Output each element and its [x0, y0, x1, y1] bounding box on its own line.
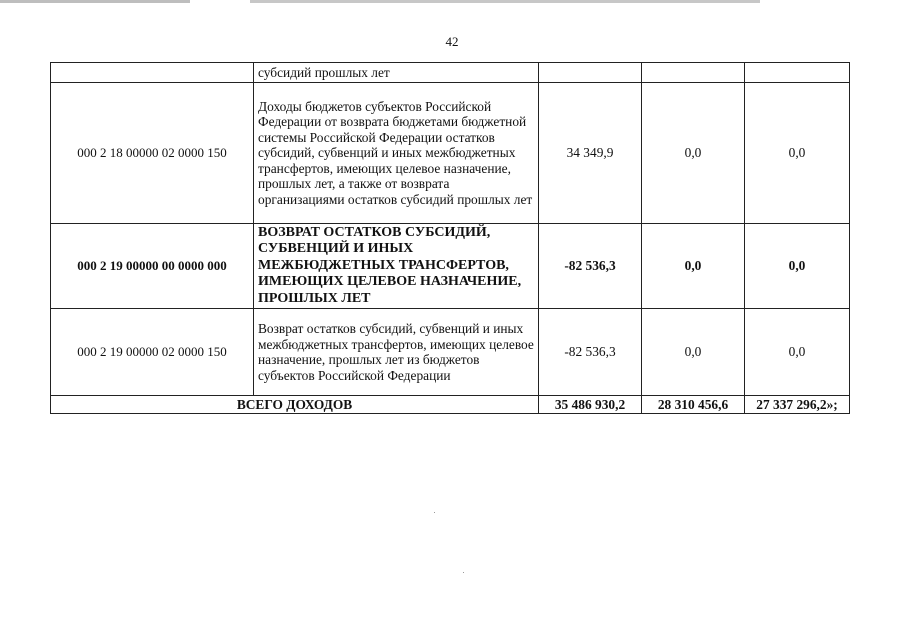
revenue-table: [50, 62, 850, 414]
amount-cell-year1: [539, 63, 642, 83]
amount-cell-year2: 0,0: [642, 309, 745, 396]
revenue-name-cell: субсидий прошлых лет: [254, 63, 539, 83]
amount-cell-year1: -82 536,3: [539, 309, 642, 396]
amount-cell-year2: [642, 63, 745, 83]
total-row: [51, 396, 850, 414]
total-amount-year2: 28 310 456,6: [642, 396, 745, 414]
table-row: [51, 63, 850, 83]
budget-code-cell: 000 2 18 00000 02 0000 150: [51, 83, 254, 224]
total-amount-year1: 35 486 930,2: [539, 396, 642, 414]
amount-cell-year3: [745, 63, 850, 83]
total-label: ВСЕГО ДОХОДОВ: [51, 396, 539, 414]
page-number: 42: [445, 34, 459, 49]
scan-speck: [434, 512, 435, 513]
amount-cell-year1: -82 536,3: [539, 224, 642, 309]
amount-cell-year2: 0,0: [642, 83, 745, 224]
revenue-name-cell: Доходы бюджетов субъектов Российской Федерации от возврата бюджетами бюджетной системы Российской Федерации остатков субсидий, субвенций и иных межбюджетных трансфертов, имеющих целевое назначение, прошлых лет, а также от возврата организациями остатков субсидий прошлых лет: [254, 83, 539, 224]
budget-code-cell: 000 2 19 00000 02 0000 150: [51, 309, 254, 396]
amount-cell-year1: 34 349,9: [539, 83, 642, 224]
total-amount-year3: 27 337 296,2»;: [745, 396, 850, 414]
scan-top-edge: [0, 0, 904, 3]
budget-code-cell: [51, 63, 254, 83]
table-row: [51, 224, 850, 309]
revenue-name-cell: ВОЗВРАТ ОСТАТКОВ СУБСИДИЙ, СУБВЕНЦИЙ И ИНЫХ МЕЖБЮДЖЕТНЫХ ТРАНСФЕРТОВ, ИМЕЮЩИХ ЦЕЛЕВОЕ НАЗНАЧЕНИЕ, ПРОШЛЫХ ЛЕТ: [254, 224, 539, 309]
amount-cell-year3: 0,0: [745, 309, 850, 396]
revenue-name-cell: Возврат остатков субсидий, субвенций и иных межбюджетных трансфертов, имеющих целевое назначение, прошлых лет из бюджетов субъектов Российской Федерации: [254, 309, 539, 396]
amount-cell-year3: 0,0: [745, 224, 850, 309]
scan-speck: [463, 572, 464, 573]
table-row: [51, 83, 850, 224]
budget-code-cell: 000 2 19 00000 00 0000 000: [51, 224, 254, 309]
table-row: [51, 309, 850, 396]
amount-cell-year3: 0,0: [745, 83, 850, 224]
amount-cell-year2: 0,0: [642, 224, 745, 309]
